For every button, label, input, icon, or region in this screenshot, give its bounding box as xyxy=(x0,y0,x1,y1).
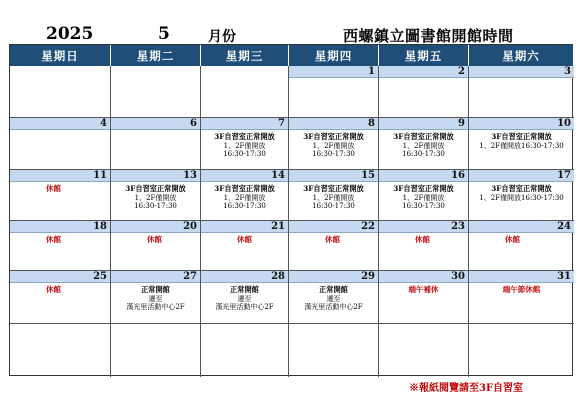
day-cell xyxy=(201,221,289,271)
day-note-line: 1、2F僅開放 xyxy=(312,141,355,150)
day-note-line: 16:30-17:30 xyxy=(402,202,445,211)
day-note-line: 1、2F僅開放 xyxy=(223,141,266,150)
day-note-line: 16:30-17:30 xyxy=(402,150,445,159)
weekday-header: 星期二 xyxy=(111,45,201,66)
day-cell xyxy=(10,324,111,377)
year-label: 2025 xyxy=(46,24,94,44)
date-number: 1 xyxy=(289,66,378,78)
day-note-line: 1、2F僅開放16:30-17:30 xyxy=(479,141,564,150)
day-cell xyxy=(289,170,379,221)
day-notes xyxy=(469,236,574,245)
weekday-header: 星期五 xyxy=(379,45,469,66)
date-number: 13 xyxy=(111,170,200,182)
day-cell xyxy=(379,66,469,118)
date-number: 6 xyxy=(111,118,200,130)
calendar-header xyxy=(0,0,586,44)
day-note-line: 正常開館 xyxy=(141,285,170,294)
day-note-line: 16:30-17:30 xyxy=(312,202,355,211)
day-note-line: 3F自習室正常開放 xyxy=(491,132,552,141)
day-notes xyxy=(201,185,288,211)
day-cell xyxy=(10,221,111,271)
day-cell xyxy=(289,221,379,271)
date-number: 23 xyxy=(379,221,468,233)
day-notes xyxy=(379,286,468,295)
date-number: 27 xyxy=(111,271,200,283)
date-number: 17 xyxy=(469,170,574,182)
day-note-line: 1、2F僅開放16:30-17:30 xyxy=(479,193,564,202)
day-note-line: 正常開館 xyxy=(230,285,259,294)
day-note-line: 休館 xyxy=(325,235,340,244)
day-cell xyxy=(469,66,574,118)
day-note-line: 1、2F僅開放 xyxy=(312,193,355,202)
date-number: 29 xyxy=(289,271,378,283)
day-note-line: 休館 xyxy=(505,235,520,244)
day-note-line: 3F自習室正常開放 xyxy=(125,184,186,193)
date-number: 14 xyxy=(201,170,288,182)
day-cell xyxy=(469,118,574,170)
day-note-line: 16:30-17:30 xyxy=(134,202,177,211)
calendar-grid xyxy=(9,44,573,376)
day-cell xyxy=(111,324,201,377)
day-note-line: 休館 xyxy=(237,235,252,244)
day-note-line: 休館 xyxy=(46,184,61,193)
date-number: 11 xyxy=(10,170,110,182)
day-note-line: 16:30-17:30 xyxy=(223,202,266,211)
day-note-line: 3F自習室正常開放 xyxy=(491,184,552,193)
day-cell xyxy=(289,271,379,324)
day-notes xyxy=(201,133,288,159)
date-number: 3 xyxy=(469,66,574,78)
date-number: 25 xyxy=(10,271,110,283)
day-cell xyxy=(379,271,469,324)
day-notes xyxy=(289,236,378,245)
day-note-line: 3F自習室正常開放 xyxy=(214,184,275,193)
day-notes xyxy=(201,236,288,245)
day-note-line: 休館 xyxy=(415,235,430,244)
day-note-line: 3F自習室正常開放 xyxy=(303,184,364,193)
day-note-line: 休館 xyxy=(147,235,162,244)
weekday-header: 星期三 xyxy=(201,45,289,66)
day-note-line: 遷至 xyxy=(148,294,163,303)
day-note-line: 漢光里活動中心2F xyxy=(126,303,185,312)
day-note-line: 16:30-17:30 xyxy=(312,150,355,159)
day-cell xyxy=(289,118,379,170)
day-note-line: 端午節休館 xyxy=(502,285,541,294)
day-notes xyxy=(379,185,468,211)
day-cell xyxy=(201,324,289,377)
day-note-line: 1、2F僅開放 xyxy=(402,141,445,150)
day-cell xyxy=(379,170,469,221)
day-notes xyxy=(469,286,574,295)
day-cell xyxy=(201,118,289,170)
date-number: 22 xyxy=(289,221,378,233)
day-notes xyxy=(469,185,574,202)
day-notes xyxy=(379,133,468,159)
date-number: 4 xyxy=(10,118,110,130)
day-note-line: 16:30-17:30 xyxy=(223,150,266,159)
day-cell xyxy=(289,66,379,118)
day-note-line: 3F自習室正常開放 xyxy=(303,132,364,141)
month-number: 5 xyxy=(158,24,170,44)
day-cell xyxy=(111,271,201,324)
date-number: 21 xyxy=(201,221,288,233)
day-note-line: 3F自習室正常開放 xyxy=(214,132,275,141)
date-number: 31 xyxy=(469,271,574,283)
day-cell xyxy=(469,324,574,377)
day-cell xyxy=(10,271,111,324)
day-note-line: 休館 xyxy=(46,235,61,244)
day-cell xyxy=(289,324,379,377)
day-note-line: 3F自習室正常開放 xyxy=(393,132,454,141)
day-notes xyxy=(379,236,468,245)
date-number: 7 xyxy=(201,118,288,130)
day-notes xyxy=(289,133,378,159)
day-cell xyxy=(111,221,201,271)
weekday-header: 星期六 xyxy=(469,45,574,66)
day-notes xyxy=(289,286,378,312)
date-number: 10 xyxy=(469,118,574,130)
day-note-line: 遷至 xyxy=(326,294,341,303)
day-cell xyxy=(201,66,289,118)
day-cell xyxy=(469,170,574,221)
calendar-title: 西螺鎮立圖書館開館時間 xyxy=(343,27,514,45)
day-cell xyxy=(201,170,289,221)
day-notes xyxy=(10,236,110,245)
day-note-line: 1、2F僅開放 xyxy=(223,193,266,202)
day-notes xyxy=(201,286,288,312)
day-cell xyxy=(379,324,469,377)
day-note-line: 休館 xyxy=(46,285,61,294)
day-cell xyxy=(111,66,201,118)
day-note-line: 漢光里活動中心2F xyxy=(304,303,363,312)
date-number: 8 xyxy=(289,118,378,130)
day-notes xyxy=(10,286,110,295)
date-number: 18 xyxy=(10,221,110,233)
date-number: 15 xyxy=(289,170,378,182)
day-notes xyxy=(289,185,378,211)
day-note-line: 遷至 xyxy=(237,294,252,303)
date-number: 9 xyxy=(379,118,468,130)
date-number: 28 xyxy=(201,271,288,283)
day-cell xyxy=(10,170,111,221)
day-cell xyxy=(111,118,201,170)
day-cell xyxy=(10,118,111,170)
day-cell xyxy=(469,221,574,271)
date-number: 16 xyxy=(379,170,468,182)
day-cell xyxy=(469,271,574,324)
date-number: 30 xyxy=(379,271,468,283)
day-note-line: 端午補休 xyxy=(408,285,439,294)
day-notes xyxy=(10,185,110,194)
weekday-header: 星期四 xyxy=(289,45,379,66)
date-number: 2 xyxy=(379,66,468,78)
day-notes xyxy=(111,185,200,211)
date-number: 24 xyxy=(469,221,574,233)
day-note-line: 漢光里活動中心2F xyxy=(215,303,274,312)
day-note-line: 正常開館 xyxy=(319,285,348,294)
day-cell xyxy=(379,118,469,170)
day-note-line: 1、2F僅開放 xyxy=(134,193,177,202)
date-number: 20 xyxy=(111,221,200,233)
day-cell xyxy=(379,221,469,271)
day-cell xyxy=(201,271,289,324)
day-notes xyxy=(111,286,200,312)
footnote: ※報紙閱覽請至3F自習室 xyxy=(409,383,524,394)
day-note-line: 1、2F僅開放 xyxy=(402,193,445,202)
day-note-line: 3F自習室正常開放 xyxy=(393,184,454,193)
day-cell xyxy=(111,170,201,221)
month-unit-label: 月份 xyxy=(208,29,236,45)
day-cell xyxy=(10,66,111,118)
day-notes xyxy=(111,236,200,245)
weekday-header: 星期日 xyxy=(10,45,111,66)
day-notes xyxy=(469,133,574,150)
